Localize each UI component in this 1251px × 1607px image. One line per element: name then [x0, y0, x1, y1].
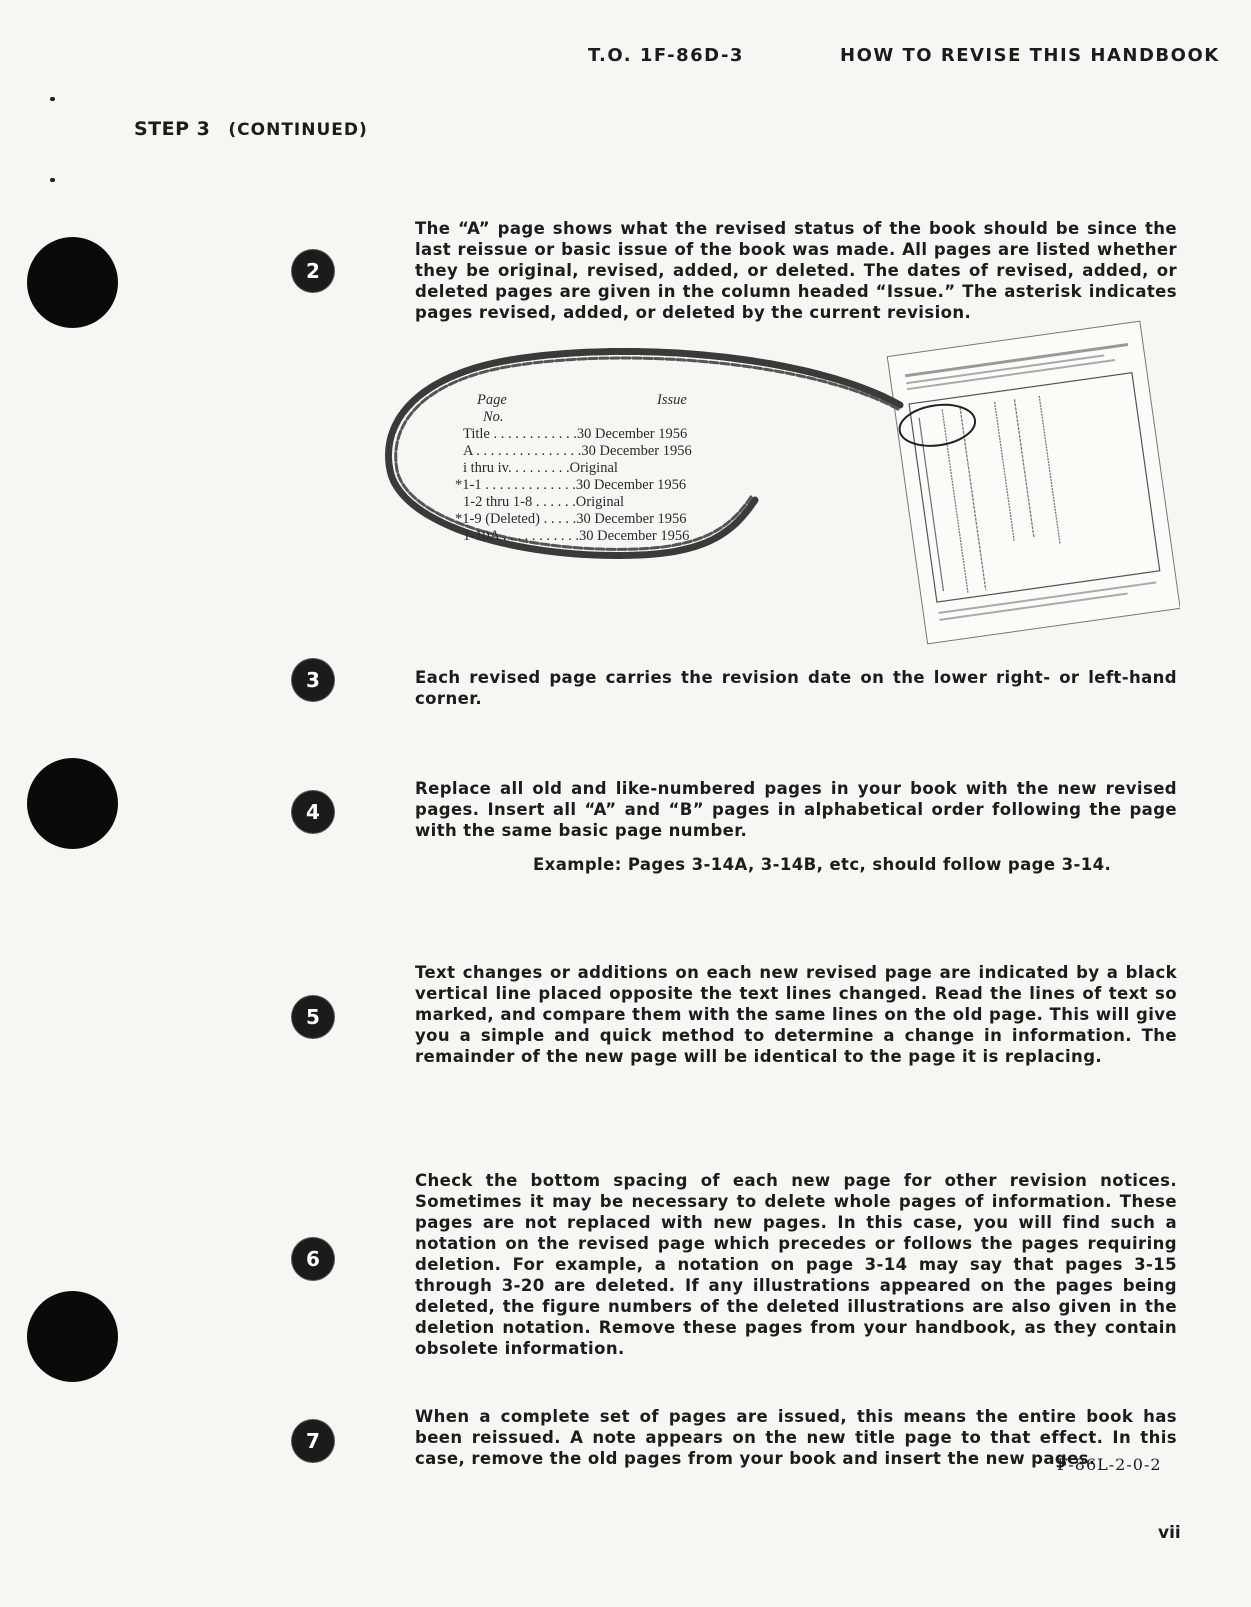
- instruction-paragraph: When a complete set of pages are issued, this means the entire book has been reissued. A note appears on the new title page to that effect. In this case, remove the old pages from your book and insert the new pages.: [415, 1407, 1177, 1468]
- col-page-heading: Page: [477, 392, 507, 408]
- margin-mark: [50, 178, 55, 182]
- col-page-subheading: No.: [483, 409, 504, 425]
- detail-header: [463, 392, 692, 409]
- instruction-paragraph: Each revised page carries the revision date on the lower right- or left-hand corner.: [415, 668, 1177, 708]
- page-thumbnail: [887, 321, 1180, 644]
- binder-hole: [27, 237, 118, 328]
- step-number-badge: 6: [292, 1238, 334, 1280]
- page-number: vii: [1158, 1523, 1181, 1543]
- detail-subheader: [463, 409, 692, 426]
- instruction-paragraph: The “A” page shows what the revised status of the book should be since the last reissue or basic issue of the book was made. All pages are listed whether they be original, revised, added, or deleted. The dates of revised, added, or deleted pages are given in the column headed “Issue.” The asterisk indicates pages revised, added, or deleted by the current revision.: [415, 219, 1177, 322]
- detail-row: 1-10A . . . . . . . . . . .30 December 1956: [463, 528, 690, 544]
- detail-row: Title . . . . . . . . . . . .30 December 1956: [463, 426, 688, 442]
- instruction-paragraph: Text changes or additions on each new revised page are indicated by a black vertical line placed opposite the text lines changed. Read the lines of text so marked, and compare them with the same lines on the old page. This will give you a simple and quick method to determine a change in information. The remainder of the new page will be identical to the page it is replacing.: [415, 963, 1177, 1066]
- detail-row: *1-1 . . . . . . . . . . . . .30 December 1956: [455, 477, 687, 493]
- step-number-badge: 5: [292, 996, 334, 1038]
- doc-number: T.O. 1F-86D-3: [588, 45, 744, 66]
- margin-mark: [50, 97, 55, 101]
- step-number-badge: 2: [292, 250, 334, 292]
- step-number-badge: 3: [292, 659, 334, 701]
- detail-row: A . . . . . . . . . . . . . . .30 December 1956: [463, 443, 692, 459]
- detail-row: 1-2 thru 1-8 . . . . . .Original: [463, 494, 625, 510]
- step-heading: [134, 118, 368, 140]
- section-title: HOW TO REVISE THIS HANDBOOK: [840, 45, 1220, 66]
- detail-row: *1-9 (Deleted) . . . . .30 December 1956: [455, 511, 687, 527]
- col-issue-heading: Issue: [657, 392, 687, 408]
- step-subtitle: (CONTINUED): [228, 120, 368, 140]
- instruction-paragraph: Replace all old and like-numbered pages in your book with the new revised pages. Insert all “A” and “B” pages in alphabetical order following the page with the same basic page number.: [415, 779, 1177, 840]
- instruction-paragraph: Check the bottom spacing of each new page for other revision notices. Sometimes it may be necessary to delete whole pages of information. These pages are not replaced with new pages. In this case, you will find such a notation on the revised page which precedes or follows the pages requiring deletion. For example, a notation on page 3-14 may say that pages 3-15 through 3-20 are deleted. If any illustrations appeared on the pages being deleted, the figure numbers of the deleted illustrations are also given in the deletion notation. Remove these pages from your handbook, as they contain obsolete information.: [415, 1171, 1177, 1358]
- figure-id: F-86L-2-0-2: [1057, 1455, 1162, 1474]
- a-page-detail: [455, 392, 692, 545]
- step-title: STEP 3: [134, 118, 211, 140]
- step-number-badge: 7: [292, 1420, 334, 1462]
- binder-hole: [27, 758, 118, 849]
- detail-row: i thru iv. . . . . . . . .Original: [463, 460, 618, 476]
- example-line: Example: Pages 3-14A, 3-14B, etc, should follow page 3-14.: [533, 855, 1112, 874]
- binder-hole: [27, 1291, 118, 1382]
- step-number-badge: 4: [292, 791, 334, 833]
